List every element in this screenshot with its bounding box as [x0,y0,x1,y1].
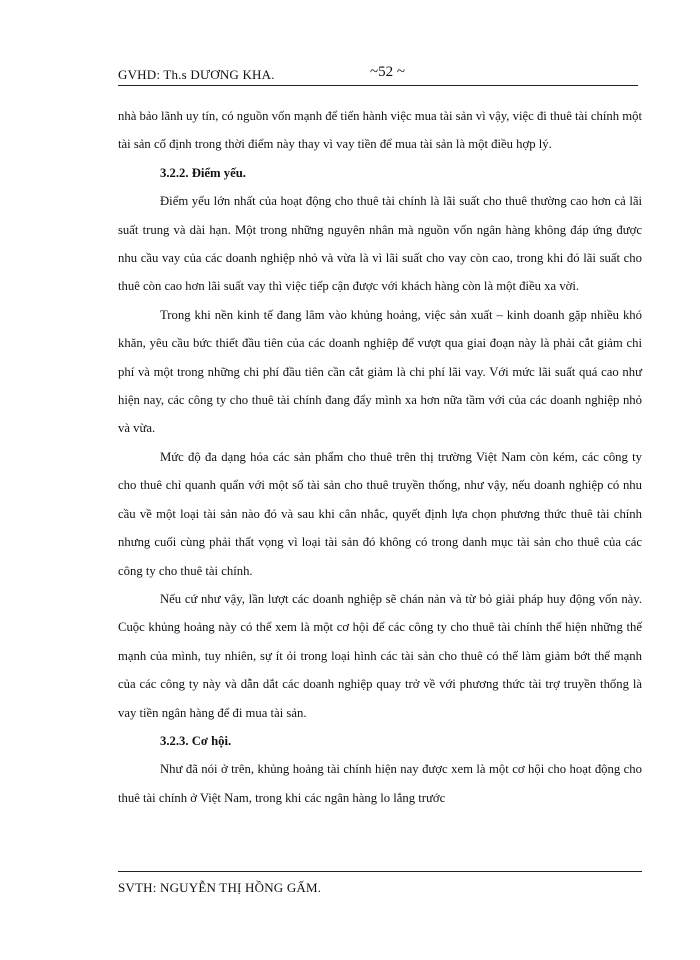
paragraph: Điểm yếu lớn nhất của hoạt động cho thuê tài chính là lãi suất cho thuê thường cao hơn cả lãi suất trung và dài hạn. Một trong những nguyên nhân mà nguồn vốn ngân hàng không đáp ứng được nhu cầu vay của các doanh nghiệp nhỏ và vừa là vì lãi suất cho vay còn cao, trong khi đó lãi suất cho thuê còn cao hơn lãi suất vay thì việc tiếp cận được với khách hàng còn là một điều xa vời. [118,194,642,294]
footer-divider [118,871,642,872]
paragraph: Mức độ đa dạng hóa các sản phẩm cho thuê trên thị trường Việt Nam còn kém, các công ty cho thuê chỉ quanh quẩn với một số tài sản cho thuê truyền thống, như vậy, nếu doanh nghiệp có nhu cầu về một loại tài sản nào đó và sau khi cân nhắc, quyết định lựa chọn phương thức thuê tài chính nhưng cuối cùng phải thất vọng vì loại tài sản đó không có trong danh mục tài sản cho thuê của các công ty cho thuê tài chính. [118,449,642,578]
footer-student: SVTH: NGUYỄN THỊ HỒNG GẤM. [118,880,322,895]
page-number: ~52 ~ [370,64,405,80]
section-heading-opportunities: 3.2.3. Cơ hội. [160,733,232,748]
document-body [118,102,642,812]
page-header [118,65,638,86]
section-heading-weaknesses: 3.2.2. Điểm yếu. [160,165,246,180]
paragraph: Như đã nói ở trên, khủng hoảng tài chính hiện nay được xem là một cơ hội cho hoạt động cho thuê tài chính ở Việt Nam, trong khi các ngân hàng lo lắng trước [118,762,642,805]
header-supervisor: GVHD: Th.s DƯƠNG KHA. [118,67,275,82]
paragraph: Nếu cứ như vậy, lần lượt các doanh nghiệp sẽ chán nản và từ bỏ giải pháp huy động vốn này. Cuộc khủng hoảng này có thể xem là một cơ hội để các công ty cho thuê tài chính thể hiện những thế mạnh của mình, tuy nhiên, sự ít ỏi trong loại hình các tài sản cho thuê có thể làm giảm bớt thế mạnh của các công ty này và dẫn dắt các doanh nghiệp quay trở về với phương thức tài trợ truyền thống là vay tiền ngân hàng để đi mua tài sản. [118,591,642,720]
paragraph: Trong khi nền kinh tế đang lâm vào khủng hoảng, việc sản xuất – kinh doanh gặp nhiều khó khăn, yêu cầu bức thiết đầu tiên của các doanh nghiệp để vượt qua giai đoạn này là phải cắt giảm chi phí và một trong những chi phí đầu tiên cần cắt giảm là chi phí lãi vay. Với mức lãi suất quá cao như hiện nay, các công ty cho thuê tài chính đang đẩy mình xa hơn nữa tầm với của các doanh nghiệp nhỏ và vừa. [118,307,642,436]
paragraph-continuation: nhà bảo lãnh uy tín, có nguồn vốn mạnh để tiến hành việc mua tài sản vì vậy, việc đi thuê tài chính một tài sản cố định trong thời điểm này thay vì vay tiền để mua tài sản là một điều hợp lý. [118,109,642,152]
